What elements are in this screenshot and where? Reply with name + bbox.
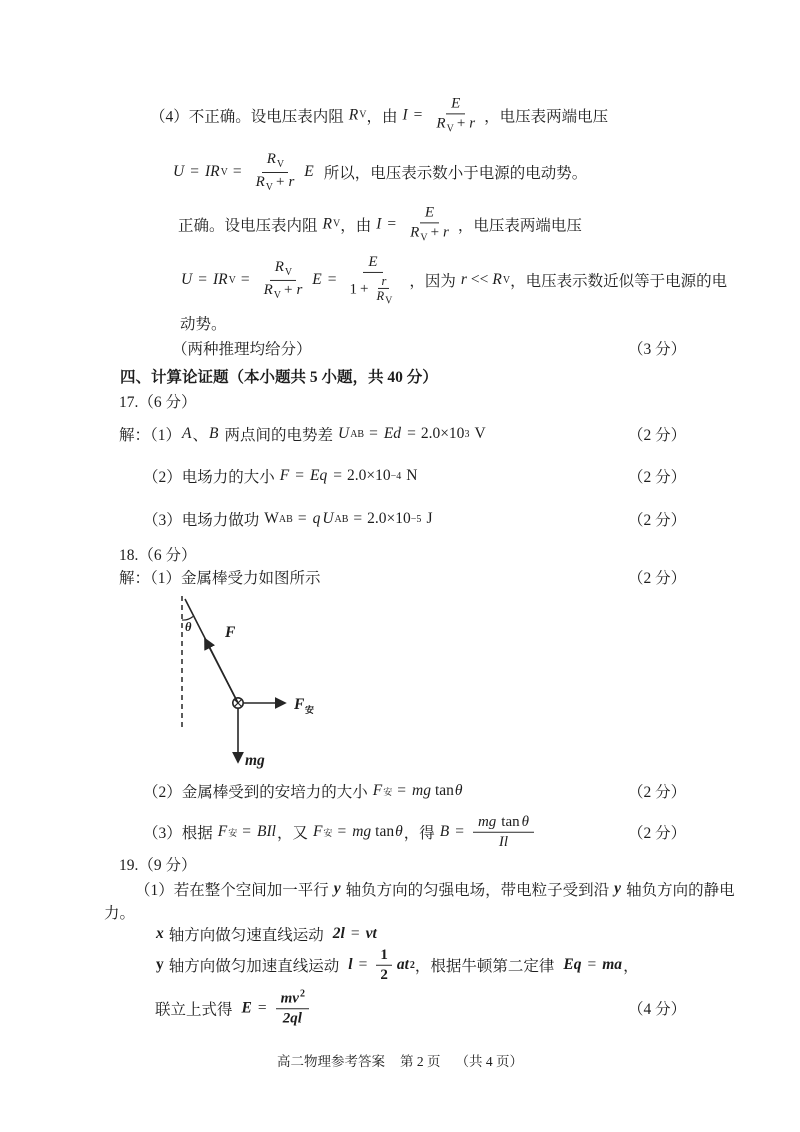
score-badge: （2 分） [628, 427, 687, 444]
math-exp: 2 [409, 959, 415, 971]
section-heading [120, 365, 438, 387]
score-badge: （2 分） [628, 784, 687, 801]
text: （2）金属棒受到的安培力的大小 [143, 784, 368, 801]
math-var: r [381, 273, 387, 288]
line-q19-head [119, 853, 197, 875]
force-f-arrow [205, 639, 238, 703]
math-var: U [322, 510, 334, 527]
fraction-nested [346, 253, 401, 307]
text: （3）电场力做功 [143, 512, 260, 529]
line-q16-4-eq1 [172, 150, 587, 194]
math-var: vt [365, 925, 377, 942]
math-var: r [288, 173, 295, 190]
math-var: U [337, 425, 350, 442]
text: 轴方向做匀速直线运动 [168, 927, 324, 944]
math-var: B [439, 823, 450, 840]
math-sub: V [420, 232, 428, 244]
line-q19-y-motion [155, 946, 639, 985]
math-var: R [266, 151, 276, 167]
math-var: R [492, 271, 502, 288]
section-heading-text: 四、计算论证题（本小题共 5 小题，共 40 分） [120, 369, 438, 386]
math-var: R [263, 281, 273, 298]
math-operator: + [275, 173, 285, 190]
math-exp: −5 [410, 513, 422, 525]
text: （1）若在整个空间加一平行 [135, 882, 329, 899]
score-badge: （2 分） [628, 512, 687, 529]
fraction [405, 203, 454, 244]
text: ，由 [340, 217, 372, 234]
fraction [473, 813, 534, 852]
math-sub: V [276, 159, 285, 170]
line-q19-result [155, 988, 313, 1028]
score-badge: （3 分） [628, 341, 687, 358]
math-operator: = [327, 271, 337, 288]
math-sub: V [284, 267, 293, 278]
math-den: 2 [380, 966, 388, 983]
math-operator: + [283, 281, 293, 298]
line-q18-head [119, 543, 197, 565]
math-sub: 安 [228, 827, 238, 838]
math-var: F [372, 782, 383, 799]
math-operator: = [198, 271, 207, 288]
fraction [276, 988, 309, 1028]
fraction [376, 946, 392, 985]
text: ，电压表示数近似等于电源的电 [510, 273, 728, 290]
text: 力。 [104, 905, 136, 922]
score-badge: （2 分） [628, 825, 687, 842]
math-var: 2l [332, 925, 345, 942]
text: ，得 [403, 825, 435, 842]
math-var: mg [477, 813, 497, 830]
score-badge: （2 分） [628, 570, 687, 587]
math-operator: = [387, 215, 397, 232]
math-operator: = [397, 782, 406, 799]
math-value: 2.0×10 [367, 510, 411, 527]
line-q17-head [119, 390, 197, 412]
math-var: IR [212, 271, 228, 288]
math-exp: 2 [299, 988, 305, 1000]
line-q16-4-wrong [150, 94, 608, 135]
math-var: R [322, 215, 332, 232]
math-value: 2.0×10 [420, 425, 465, 442]
math-var: y [156, 956, 164, 973]
math-sub: V [332, 218, 341, 230]
math-var: F [279, 467, 290, 484]
math-var: q [312, 510, 321, 527]
line-q18-a3 [143, 813, 538, 852]
math-value: 2.0×10 [346, 467, 391, 484]
question-number: 17.（6 分） [119, 394, 197, 411]
math-operator: = [333, 467, 342, 484]
math-operator: = [353, 510, 363, 527]
math-var: R [274, 259, 284, 275]
math-operator: + [360, 281, 369, 298]
math-var: F [217, 823, 228, 840]
math-var: I [402, 106, 408, 123]
line-q19-p1b [104, 901, 135, 923]
text: ，因为 [409, 273, 456, 290]
math-var: y [333, 880, 341, 897]
math-var: 2ql [282, 1010, 302, 1026]
line-q16-4-correct [178, 203, 582, 244]
math-sub: V [385, 295, 393, 307]
math-var: mg [352, 823, 372, 840]
math-sub: V [220, 166, 228, 178]
math-var: r [296, 281, 303, 298]
math-var: mg [412, 782, 431, 799]
math-var: E [304, 163, 314, 180]
math-sub: V [273, 289, 281, 301]
math-var: mv [280, 990, 299, 1007]
math-var: A [182, 425, 192, 442]
text: 正确。设电压表内阻 [178, 217, 318, 234]
force-f-label: F [225, 624, 236, 641]
math-unit: N [406, 467, 418, 484]
math-var: x [156, 925, 164, 942]
math-var: E [451, 95, 461, 112]
math-operator: = [232, 163, 242, 180]
text: 动势。 [180, 316, 227, 333]
fraction [431, 94, 480, 135]
math-var: W [264, 510, 279, 527]
line-q16-4-note [172, 337, 312, 359]
math-var: U [173, 163, 185, 180]
text: 两点间的电势差 [224, 427, 333, 444]
text: ，电压表两端电压 [457, 217, 582, 234]
math-var: y [614, 880, 622, 897]
math-operator: = [242, 823, 251, 840]
line-q17-a3 [143, 508, 432, 530]
text: 所以，电压表示数小于电源的电动势。 [323, 165, 588, 182]
math-var: U [181, 271, 193, 288]
fraction [259, 258, 308, 302]
math-sub: V [502, 274, 511, 286]
math-unit: J [426, 510, 433, 527]
math-var: r [460, 271, 467, 288]
math-var: Il [498, 833, 509, 850]
math-var: E [241, 999, 252, 1016]
math-operator: = [190, 163, 199, 180]
math-fn: tan [501, 813, 520, 830]
text: （2）电场力的大小 [143, 469, 275, 486]
math-operator: = [295, 467, 304, 484]
math-operator: = [350, 925, 360, 942]
math-var: θ [454, 782, 463, 799]
math-operator: + [456, 115, 466, 132]
score-badge: （2 分） [628, 469, 687, 486]
math-operator: + [430, 224, 440, 241]
math-operator: = [358, 956, 368, 973]
math-exp: 3 [464, 428, 470, 440]
gravity-label: mg [245, 752, 265, 769]
text: （3）根据 [143, 825, 213, 842]
text: 轴负方向的静电 [626, 882, 735, 899]
math-var: θ [521, 813, 529, 830]
math-sub: 安 [323, 827, 333, 838]
footer-page-number: 第 2 页 [400, 1054, 441, 1069]
math-num: 1 [349, 281, 358, 298]
math-var: r [469, 115, 476, 132]
line-q17-a2 [143, 465, 417, 487]
footer-title: 高二物理参考答案 [277, 1054, 385, 1069]
text: （4）不正确。设电压表内阻 [150, 108, 344, 125]
math-var: l [348, 956, 353, 973]
math-var: R [376, 289, 385, 304]
line-q17-a1 [119, 423, 486, 445]
math-var: Eq [563, 956, 582, 973]
math-fn: tan [375, 823, 395, 840]
math-var: R [255, 173, 265, 190]
math-operator: = [407, 425, 416, 442]
math-var: E [368, 253, 378, 270]
math-sub: AB [278, 513, 293, 525]
math-operator: = [587, 956, 597, 973]
line-q19-p1a [135, 878, 735, 900]
math-var: F [312, 823, 323, 840]
math-operator: << [470, 271, 489, 288]
math-sub: V [228, 274, 236, 286]
footer-page-total: （共 4 页） [455, 1054, 523, 1069]
math-var: Ed [383, 425, 402, 442]
question-number: 19.（9 分） [119, 857, 197, 874]
math-sub: V [265, 181, 273, 193]
math-var: θ [395, 823, 403, 840]
line-q16-4-cont [180, 312, 227, 334]
math-sub: AB [334, 513, 349, 525]
score-badge: （4 分） [628, 1001, 687, 1018]
fraction [251, 150, 300, 194]
page-footer [0, 1050, 800, 1070]
line-q16-4-eq2 [180, 253, 727, 307]
fraction-inner [373, 274, 394, 307]
math-var: Eq [309, 467, 328, 484]
force-diagram [168, 590, 343, 785]
math-var: R [436, 115, 446, 132]
text: ，根据牛顿第二定律 [414, 958, 555, 975]
math-var: BIl [257, 823, 276, 840]
math-operator: = [240, 271, 250, 288]
math-var: R [410, 224, 420, 241]
line-q19-x-motion [155, 923, 378, 945]
math-fn: tan [434, 782, 454, 799]
line-q18-a1 [119, 566, 321, 588]
math-var: E [312, 271, 322, 288]
math-sub: 安 [383, 786, 393, 797]
angle-theta-label: θ [185, 620, 192, 634]
math-sub: V [446, 123, 454, 135]
text: 轴负方向的匀强电场，带电粒子受到沿 [345, 882, 610, 899]
text: 轴方向做匀加速直线运动 [168, 958, 340, 975]
math-exp: −4 [390, 470, 402, 482]
math-operator: = [455, 823, 464, 840]
text: ，电压表两端电压 [484, 108, 609, 125]
math-var: E [424, 204, 435, 221]
math-sub: V [359, 109, 367, 121]
text: 、 [192, 427, 208, 444]
math-var: IR [204, 163, 220, 180]
math-operator: = [297, 510, 307, 527]
math-var: at [396, 956, 409, 973]
text: ，又 [276, 825, 308, 842]
text: ，由 [366, 108, 398, 125]
math-sub: AB [350, 428, 365, 440]
question-number: 18.（6 分） [119, 547, 197, 564]
math-unit: V [474, 425, 486, 442]
math-operator: = [337, 823, 347, 840]
text: 联立上式得 [155, 1001, 233, 1018]
line-q18-a2 [143, 780, 464, 802]
math-var: B [209, 425, 219, 442]
math-operator: = [413, 106, 423, 123]
math-var: r [443, 224, 449, 241]
text: 解：（1） [119, 427, 182, 444]
math-var: R [348, 106, 359, 123]
text: 解：（1）金属棒受力如图所示 [119, 570, 321, 587]
math-operator: = [257, 999, 267, 1016]
text: （两种推理均给分） [172, 341, 312, 358]
ampere-force-label-sub: 安 [305, 705, 315, 715]
math-var: I [376, 215, 382, 232]
math-var: ma [602, 956, 623, 973]
math-num: 1 [380, 946, 388, 963]
text: ， [623, 958, 639, 975]
math-operator: = [369, 425, 378, 442]
ampere-force-label: F [294, 696, 305, 713]
